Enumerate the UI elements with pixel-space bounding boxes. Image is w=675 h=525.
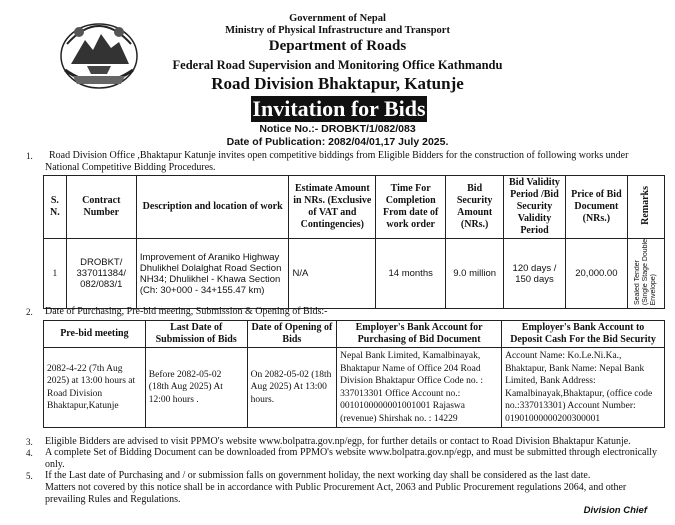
holiday-paragraph: If the Last date of Purchasing and / or submission falls on government holiday, the next working day shall be considered as the last date. — [45, 470, 591, 481]
cell-purchasing-account: Nepal Bank Limited, Kamalbinayak, Bhaktapur Name of Office 204 Road Division Bhaktapur Office Code no. : 337013301 Office Account no.: 0010100000001001001 Rajaswa (revenue) Shirshak no. : 14229 — [337, 348, 502, 428]
cell-description: Improvement of Araniko Highway Dhulikhel Dolalghat Road Section NH34; Dhulikhel - Khawa Section (Ch: 30+000 - 34+155.47 km) — [136, 239, 289, 309]
cell-lastdate: Before 2082-05-02 (18th Aug 2025) At 12:00 hours . — [145, 348, 247, 428]
col-header-opening: Date of Opening of Bids — [247, 321, 337, 348]
cell-price: 20,000.00 — [565, 239, 627, 309]
download-paragraph: A complete Set of Bidding Document can be downloaded from PPMO's website www.bolpatra.gov.np/egp, and must be submitted through electronically only. — [45, 447, 658, 470]
col-header-estimate: Estimate Amount in NRs. (Exclusive of VAT and Contingencies) — [289, 176, 376, 239]
cell-validity: 120 days / 150 days — [504, 239, 566, 309]
schedule-table — [43, 320, 665, 428]
cell-contract: DROBKT/ 337011384/ 082/083/1 — [66, 239, 136, 309]
col-header-price: Price of Bid Document (NRs.) — [565, 176, 627, 239]
col-header-security: Bid Security Amount (NRs.) — [446, 176, 504, 239]
col-header-deposit-account: Employer's Bank Account to Deposit Cash For the Bid Security — [502, 321, 665, 348]
cell-security: 9.0 million — [446, 239, 504, 309]
rules-paragraph: Matters not covered by this notice shall be in accordance with Public Procurement Act, 2063 and Public Procurement regulations 2064, and other prevailing Rules and Regulations. — [45, 482, 627, 505]
para-number: 1. — [26, 151, 33, 161]
cell-sn: 1 — [44, 239, 67, 309]
cell-prebid: 2082-4-22 (7th Aug 2025) at 13:00 hours at Road Division Bhaktapur,Katunje — [44, 348, 146, 428]
para-number: 2. — [26, 307, 33, 317]
department-name: Department of Roads — [268, 38, 407, 54]
col-header-time: Time For Completion From date of work order — [376, 176, 446, 239]
col-header-purchasing-account: Employer's Bank Account for Purchasing of Bid Document — [337, 321, 502, 348]
office-name: Federal Road Supervision and Monitoring Office Kathmandu — [172, 58, 503, 72]
page-title: Invitation for Bids — [252, 96, 426, 121]
para-number: 4. — [26, 448, 33, 458]
cell-time: 14 months — [376, 239, 446, 309]
col-header-description: Description and location of work — [136, 176, 289, 239]
col-header-prebid: Pre-bid meeting — [44, 321, 146, 348]
cell-estimate: N/A — [289, 239, 376, 309]
schedule-heading: Date of Purchasing, Pre-bid meeting, Submission & Opening of Bids:- — [45, 306, 328, 317]
publication-date: Date of Publication: 2082/04/01,17 July 2025. — [226, 136, 449, 148]
table-row — [44, 348, 665, 428]
col-header-sn: S. N. — [44, 176, 67, 239]
works-table — [43, 175, 665, 309]
col-header-contract: Contract Number — [66, 176, 136, 239]
website-paragraph: Eligible Bidders are advised to visit PPMO's website www.bolpatra.gov.np/egp, for further details or contact to Road Division Bhaktapur Katunje. — [45, 436, 631, 447]
intro-paragraph: Road Division Office ,Bhaktapur Katunje invites open competitive biddings from Eligible Bidders for the construction of following works under National Competitive Bidding Procedures. — [45, 150, 629, 173]
cell-opening: On 2082-05-02 (18th Aug 2025) At 13:00 hours. — [247, 348, 337, 428]
government-name: Government of Nepal — [289, 13, 386, 24]
division-name: Road Division Bhaktapur, Katunje — [211, 74, 464, 93]
cell-remarks: Sealed Tender(Single Stage DoubleEnvelope) — [627, 239, 664, 309]
col-header-remarks: Remarks — [627, 176, 664, 239]
table-header-row — [44, 176, 665, 239]
notice-number: Notice No.:- DROBKT/1/082/083 — [259, 123, 416, 135]
col-header-lastdate: Last Date of Submission of Bids — [145, 321, 247, 348]
para-number: 5. — [26, 471, 33, 481]
table-header-row — [44, 321, 665, 348]
signature: Division Chief — [583, 505, 647, 516]
cell-deposit-account: Account Name: Ko.Le.Ni.Ka., Bhaktapur, Bank Name: Nepal Bank Limited, Bank Address: Kamalbinayak,Bhaktapur, (office code no.:337013301) Account Number: 01901000000200300001 — [502, 348, 665, 428]
table-row — [44, 239, 665, 309]
para-number: 3. — [26, 437, 33, 447]
col-header-validity: Bid Validity Period /Bid Security Validity Period — [504, 176, 566, 239]
ministry-name: Ministry of Physical Infrastructure and Transport — [225, 25, 450, 36]
